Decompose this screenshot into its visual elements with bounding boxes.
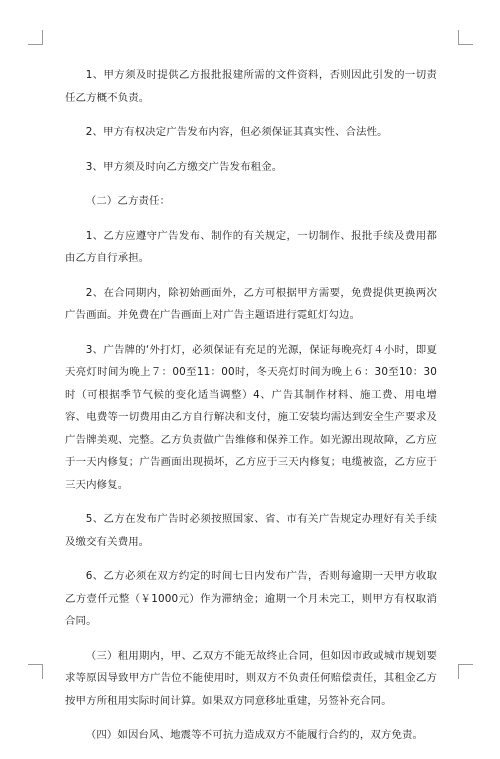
paragraph-party-b-image-replacement: 2、在合同期内，除初始画面外，乙方可根据甲方需要，免费提供更换两次广告画面。并免费在广告画面上对广告主题语进行霓虹灯勾边。 — [65, 286, 437, 321]
crop-mark-bottom-left — [28, 664, 43, 679]
crop-mark-top-right — [458, 30, 473, 45]
crop-mark-top-left — [28, 30, 43, 45]
paragraph-party-a-rent: 3、甲方须及时向乙方缴交广告发布租金。 — [85, 160, 283, 173]
paragraph-party-b-procedures: 5、乙方在发布广告时必须按照国家、省、市有关广告规定办理好有关手续及缴交有关费用。 — [65, 513, 437, 548]
crop-mark-bottom-right — [458, 664, 473, 679]
paragraph-termination: （三）租用期内，甲、乙双方不能无故终止合同，但如因市政或城市规划要求等原因导致甲方广告位不能使用时，则双方不负责任何赔偿责任，其租金乙方按甲方所租用实际时间计算。如果双方同意移址重建，另签补充合同。 — [65, 649, 437, 707]
paragraph-party-b-regulations: 1、乙方应遵守广告发布、制作的有关规定，一切制作、报批手续及费用都由乙方自行承担。 — [65, 229, 437, 264]
paragraph-party-a-documents: 1、甲方须及时提供乙方报批报建所需的文件资料，否则因此引发的一切责任乙方概不负责。 — [65, 69, 437, 104]
paragraph-party-a-content-rights: 2、甲方有权决定广告发布内容，但必须保证其真实性、合法性。 — [85, 126, 388, 138]
document-body — [65, 64, 437, 759]
paragraph-party-b-lighting-maintenance: 3、广告牌的‘外打灯，必须保证有充足的光源，保证每晚亮灯４小时，即夏天亮灯时间为晚上７：00至11：00时，冬天亮灯时间为晚上６：30至10：30时（可根据季节气候的变化适当调整）4、广告其制作材料、施工费、用电增容、电费等一切费用由乙方自行解决和支付，施工安装均需达到安全生产要求及广告牌美观、完整。乙方负责做广告维修和保养工作。如光源出现故障，乙方应于一天内修复；广告画面出现损坏，乙方应于三天内修复；电缆被盗，乙方应于三天内修复。 — [65, 343, 437, 491]
paragraph-party-b-deadline: 6、乙方必须在双方约定的时间七日内发布广告，否则每逾期一天甲方收取乙方壹仟元整（￥1000元）作为滞纳金；逾期一个月未完工，则甲方有权取消合同。 — [65, 570, 437, 627]
section-heading-party-b: （二）乙方责任： — [85, 195, 171, 207]
paragraph-force-majeure: （四）如因台风、地震等不可抗力造成双方不能履行合约的，双方免责。 — [85, 729, 424, 741]
